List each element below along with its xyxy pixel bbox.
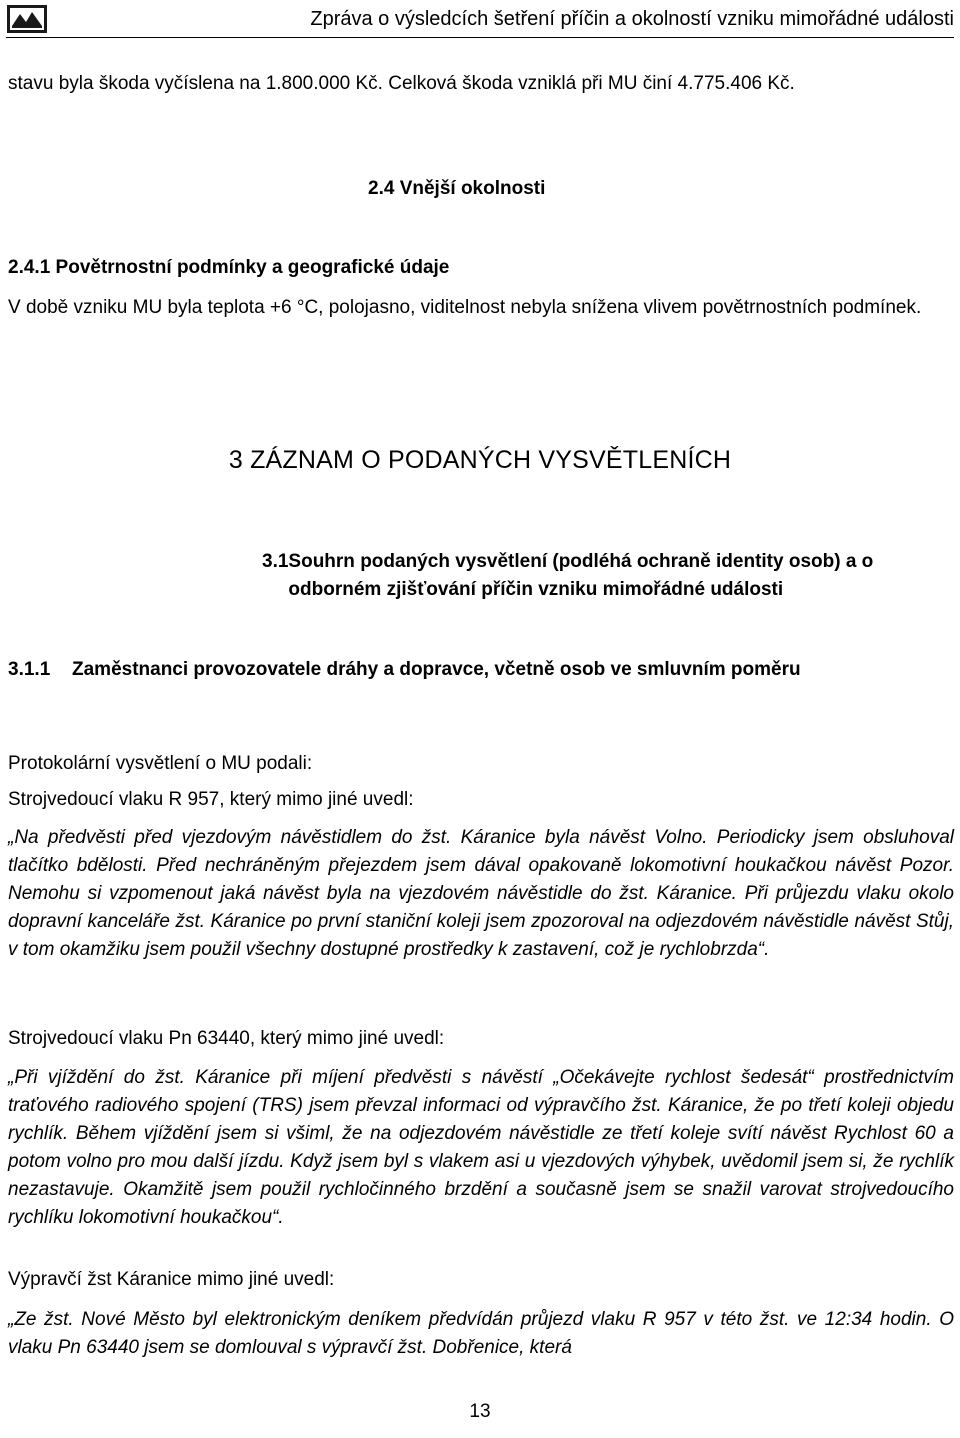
heading-text: Zaměstnanci provozovatele dráhy a dopravce, včetně osob ve smluvním poměru — [72, 659, 801, 680]
page-number: 13 — [469, 1401, 491, 1422]
driver1-statement: „Na předvěsti před vjezdovým návěstidlem do žst. Káranice byla návěst Volno. Periodicky jsem obsluhoval tlačítko bdělosti. Před nechráněným přejezdem jsem dával opakovaně lokomotivní houkačkou návěst Pozor. Nemohu si vzpomenout jaká návěst byla na vjezdovém návěstidle do žst. Káranice. Při průjezdu vlaku okolo dopravní kanceláře žst. Káranice po první staniční koleji jsem zpozoroval na odjezdovém návěstidle návěst Stůj, v tom okamžiku jsem použil všechny dostupné prostředky k zastavení, což je rychlobrzda“. — [8, 827, 954, 960]
header-divider — [6, 37, 954, 38]
section-heading-3-1 — [262, 548, 954, 604]
section-heading-3-1-1 — [8, 656, 900, 684]
driver2-statement: „Při vjíždění do žst. Káranice při míjení předvěsti s návěstí „Očekávejte rychlost šedesát“ prostřednictvím traťového radiového spojení (TRS) jsem převzal informaci od výpravčího žst. Káranice, že po třetí koleji objedu rychlík. Během vjíždění jsem si všiml, že na odjezdovém návěstidle ze třetí koleje svítí návěst Rychlost 60 a potom volno pro mou další jízdu. Když jsem byl s vlakem asi u vjezdových výhybek, uvědomil jsem si, že rychlík nezastavuje. Okamžitě jsem použil rychločinného brzdění a současně jsem se snažil varovat strojvedoucího rychlíku lokomotivní houkačkou“. — [8, 1067, 954, 1228]
dispatcher-intro: Výpravčí žst Káranice mimo jiné uvedl: — [8, 1269, 335, 1290]
section-heading-2-4-1: 2.4.1 Povětrnostní podmínky a geografické údaje — [8, 257, 450, 278]
dispatcher-statement: „Ze žst. Nové Město byl elektronickým deníkem předvídán průjezd vlaku R 957 v této žst. ve 12:34 hodin. O vlaku Pn 63440 jsem se domlouval s výpravčí žst. Dobřenice, která — [8, 1309, 954, 1358]
heading-text: Souhrn podaných vysvětlení (podléhá ochraně identity osob) a o odborném zjišťování příčin vzniku mimořádné události — [288, 551, 874, 600]
chapter-heading-3: 3 ZÁZNAM O PODANÝCH VYSVĚTLENÍCH — [228, 446, 732, 474]
damage-paragraph: stavu byla škoda vyčíslena na 1.800.000 Kč. Celková škoda vzniklá při MU činí 4.775.406 Kč. — [8, 73, 795, 94]
driver1-intro: Strojvedoucí vlaku R 957, který mimo jiné uvedl: — [8, 789, 414, 810]
driver2-intro: Strojvedoucí vlaku Pn 63440, který mimo jiné uvedl: — [8, 1028, 445, 1049]
heading-number: 3.1.1 — [8, 659, 51, 680]
protocol-intro: Protokolární vysvětlení o MU podali: — [8, 753, 313, 774]
weather-paragraph: V době vzniku MU byla teplota +6 °C, polojasno, viditelnost nebyla snížena vlivem povětrnostních podmínek. — [8, 297, 922, 318]
organization-logo-icon — [6, 4, 48, 34]
section-heading-2-4: 2.4 Vnější okolnosti — [368, 178, 546, 199]
heading-number: 3.1 — [262, 551, 289, 572]
running-header-title: Zpráva o výsledcích šetření příčin a okolností vzniku mimořádné události — [310, 8, 954, 30]
